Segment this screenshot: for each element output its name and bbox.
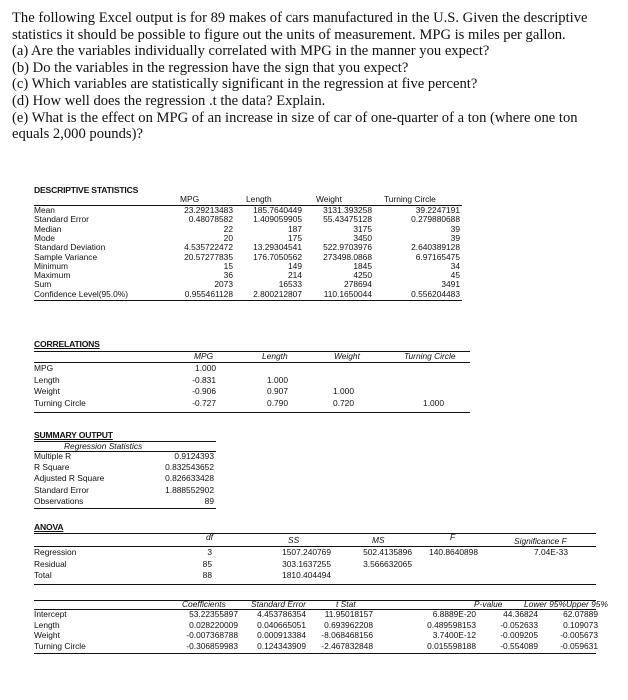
table-cell: 11.95018157 <box>324 609 373 619</box>
table-cell: 4250 <box>353 270 372 281</box>
table-cell: 0.790 <box>267 397 288 408</box>
corr-col-header: MPG <box>194 351 214 361</box>
row-label: Residual <box>34 558 67 569</box>
coef-col-header: Upper 95% <box>566 599 608 609</box>
table-cell: 3.566632065 <box>363 558 412 569</box>
table-cell: -8.068468156 <box>321 630 373 641</box>
question-item: (a) Are the variables individually correlated with MPG in the manner you expect? <box>12 43 490 60</box>
anova-col-header: SS <box>288 535 300 545</box>
table-cell: 1810.404494 <box>282 570 331 580</box>
table-cell: -0.727 <box>192 397 216 408</box>
corr-col-header: Turning Circle <box>404 351 456 361</box>
table-cell: -0.906 <box>192 386 216 397</box>
table-cell: 0.124343909 <box>257 640 306 651</box>
table-cell: 0.040665051 <box>257 619 306 630</box>
anova-title: ANOVA <box>34 522 64 532</box>
table-cell: 13.29304541 <box>253 242 302 253</box>
table-rule <box>34 653 596 654</box>
table-cell: 39 <box>450 232 460 243</box>
table-rule <box>34 362 470 363</box>
row-label: Regression <box>34 547 77 557</box>
table-cell: 303.1637255 <box>282 558 331 569</box>
table-cell: 89 <box>204 495 214 506</box>
row-label: Minimum <box>34 260 68 271</box>
row-label: Standard Deviation <box>34 242 106 253</box>
question-item: (b) Do the variables in the regression have the sign that you expect? <box>12 59 409 76</box>
question-item: (e) What is the effect on MPG of an increase in size of car of one-quarter of a ton (where one ton equals 2,000 pounds)? <box>12 109 578 143</box>
question-item: (d) How well does the regression .t the data? Explain. <box>12 92 326 109</box>
table-cell: 1.000 <box>333 386 354 397</box>
table-cell: 176.7050562 <box>253 251 302 262</box>
table-cell: 3131.393258 <box>323 205 372 215</box>
anova-col-header: df <box>206 532 213 542</box>
table-cell: 175 <box>288 232 302 243</box>
descriptive-title: DESCRIPTIVE STATISTICS <box>34 185 139 195</box>
row-label: Mean <box>34 205 55 215</box>
table-cell: 3491 <box>441 279 460 290</box>
corr-col-header: Weight <box>334 351 360 361</box>
table-cell: 1.000 <box>195 363 216 373</box>
row-label: Confidence Level(95.0%) <box>34 288 129 299</box>
anova-col-header: Significance F <box>514 536 567 546</box>
table-cell: -0.831 <box>192 374 216 385</box>
row-label: Weight <box>34 630 60 641</box>
table-cell: 3 <box>207 547 212 557</box>
correlations-title: CORRELATIONS <box>34 339 100 349</box>
row-label: Length <box>34 619 60 630</box>
table-cell: 16533 <box>278 279 302 290</box>
table-rule <box>34 533 596 534</box>
table-cell: 4.535722472 <box>184 242 233 253</box>
table-cell: 185.7640449 <box>253 205 302 215</box>
table-cell: 15 <box>223 260 233 271</box>
desc-col-header: Length <box>246 194 272 204</box>
table-cell: 1.888552902 <box>165 484 214 495</box>
question-intro: The following Excel output is for 89 makes of cars manufactured in the U.S. Given the descriptive statistics it should be possible to figure out the units of measurement. MPG is miles per gallon. <box>12 10 588 43</box>
table-cell: 2073 <box>214 279 233 290</box>
corr-col-header: Length <box>262 351 288 361</box>
table-cell: 1845 <box>353 260 372 271</box>
row-label: Sample Variance <box>34 251 98 262</box>
table-cell: -0.005673 <box>560 630 598 641</box>
desc-col-header: Turning Circle <box>384 194 436 204</box>
coef-col-header: Lower 95% <box>524 599 566 609</box>
table-cell: -0.306859983 <box>186 640 238 651</box>
table-cell: 34 <box>450 260 460 271</box>
anova-col-header: MS <box>372 535 385 545</box>
table-cell: 140.8640898 <box>429 547 478 557</box>
table-cell: 39.2247191 <box>415 205 460 215</box>
table-rule <box>34 600 596 601</box>
row-label: Mode <box>34 232 55 243</box>
table-cell: 0.832543652 <box>165 462 214 473</box>
row-label: Turning Circle <box>34 640 86 651</box>
table-cell: 3175 <box>353 223 372 234</box>
table-cell: 22 <box>223 223 233 234</box>
table-rule <box>34 508 216 509</box>
table-cell: 1.409059905 <box>253 214 302 225</box>
table-cell: 85 <box>202 558 212 569</box>
table-cell: 44.36824 <box>503 609 538 619</box>
table-cell: 88 <box>202 570 212 580</box>
table-cell: -0.052633 <box>500 619 538 630</box>
table-cell: 0.489598153 <box>427 619 476 630</box>
table-cell: 0.693962208 <box>324 619 373 630</box>
table-cell: 0.9124393 <box>174 451 214 461</box>
table-cell: 1507.240769 <box>282 547 331 557</box>
row-label: Standard Error <box>34 484 89 495</box>
table-cell: 6.8889E-20 <box>432 609 476 619</box>
coef-col-header: Standard Error <box>251 599 306 609</box>
table-cell: 4.453786354 <box>257 609 306 619</box>
row-label: Multiple R <box>34 451 72 461</box>
row-label: Intercept <box>34 609 67 619</box>
table-cell: 23.29213483 <box>184 205 233 215</box>
table-cell: 522.9703976 <box>323 242 372 253</box>
table-rule <box>34 412 470 413</box>
table-cell: 0.48078582 <box>188 214 233 225</box>
row-label: Turning Circle <box>34 397 86 408</box>
table-cell: 278694 <box>344 279 372 290</box>
table-cell: 502.4135896 <box>363 547 412 557</box>
table-rule <box>34 205 462 206</box>
table-cell: 0.720 <box>333 397 354 408</box>
summary-title: SUMMARY OUTPUT <box>34 430 113 440</box>
table-cell: -0.009205 <box>500 630 538 641</box>
table-cell: 0.907 <box>267 386 288 397</box>
row-label: Adjusted R Square <box>34 473 105 484</box>
row-label: Standard Error <box>34 214 89 225</box>
table-cell: 187 <box>288 223 302 234</box>
table-cell: 0.826633428 <box>165 473 214 484</box>
desc-col-header: MPG <box>180 194 200 204</box>
table-cell: 2.640389128 <box>411 242 460 253</box>
table-rule <box>34 584 596 585</box>
table-cell: 6.97165475 <box>415 251 460 262</box>
table-cell: 0.109073 <box>563 619 598 630</box>
table-cell: 0.556204483 <box>411 288 460 299</box>
table-cell: 149 <box>288 260 302 271</box>
table-cell: 273498.0868 <box>323 251 372 262</box>
row-label: Length <box>34 374 60 385</box>
row-label: Sum <box>34 279 52 290</box>
table-cell: -0.059631 <box>560 640 598 651</box>
row-label: Maximum <box>34 270 71 281</box>
table-cell: 1.000 <box>267 374 288 385</box>
coef-col-header: Coefficients <box>182 599 226 609</box>
table-cell: 0.015598188 <box>427 640 476 651</box>
question-item: (c) Which variables are statistically significant in the regression at five percent? <box>12 76 478 93</box>
table-cell: 0.028220009 <box>189 619 238 630</box>
table-cell: 110.1650044 <box>323 288 372 299</box>
desc-col-header: Weight <box>316 194 342 204</box>
row-label: Observations <box>34 495 84 506</box>
table-cell: 1.000 <box>423 397 444 408</box>
coef-col-header: P-value <box>474 599 503 609</box>
row-label: R Square <box>34 462 70 473</box>
table-cell: 53.22355897 <box>189 609 238 619</box>
table-cell: 20.57277835 <box>184 251 233 262</box>
row-label: MPG <box>34 363 54 373</box>
table-cell: 2.800212807 <box>253 288 302 299</box>
table-cell: -0.554089 <box>500 640 538 651</box>
row-label: Total <box>34 570 52 580</box>
table-cell: 214 <box>288 270 302 281</box>
table-cell: 0.000913384 <box>257 630 306 641</box>
summary-subtitle: Regression Statistics <box>64 441 143 451</box>
row-label: Weight <box>34 386 60 397</box>
table-cell: 7.04E-33 <box>534 547 568 557</box>
table-cell: 3.7400E-12 <box>432 630 476 641</box>
table-cell: 45 <box>450 270 460 281</box>
table-cell: 62.07889 <box>563 609 598 619</box>
table-cell: 20 <box>223 232 233 243</box>
table-cell: 0.279880688 <box>411 214 460 225</box>
table-rule <box>34 300 462 301</box>
table-cell: 39 <box>450 223 460 234</box>
anova-col-header: F <box>450 532 456 542</box>
table-cell: 36 <box>223 270 233 281</box>
table-cell: 3450 <box>353 232 372 243</box>
table-cell: 55.43475128 <box>323 214 372 225</box>
table-cell: 0.955461128 <box>184 288 233 299</box>
table-cell: -0.007368788 <box>186 630 238 641</box>
table-cell: -2.467832848 <box>321 640 373 651</box>
row-label: Median <box>34 223 62 234</box>
coef-col-header: t Stat <box>336 599 356 609</box>
